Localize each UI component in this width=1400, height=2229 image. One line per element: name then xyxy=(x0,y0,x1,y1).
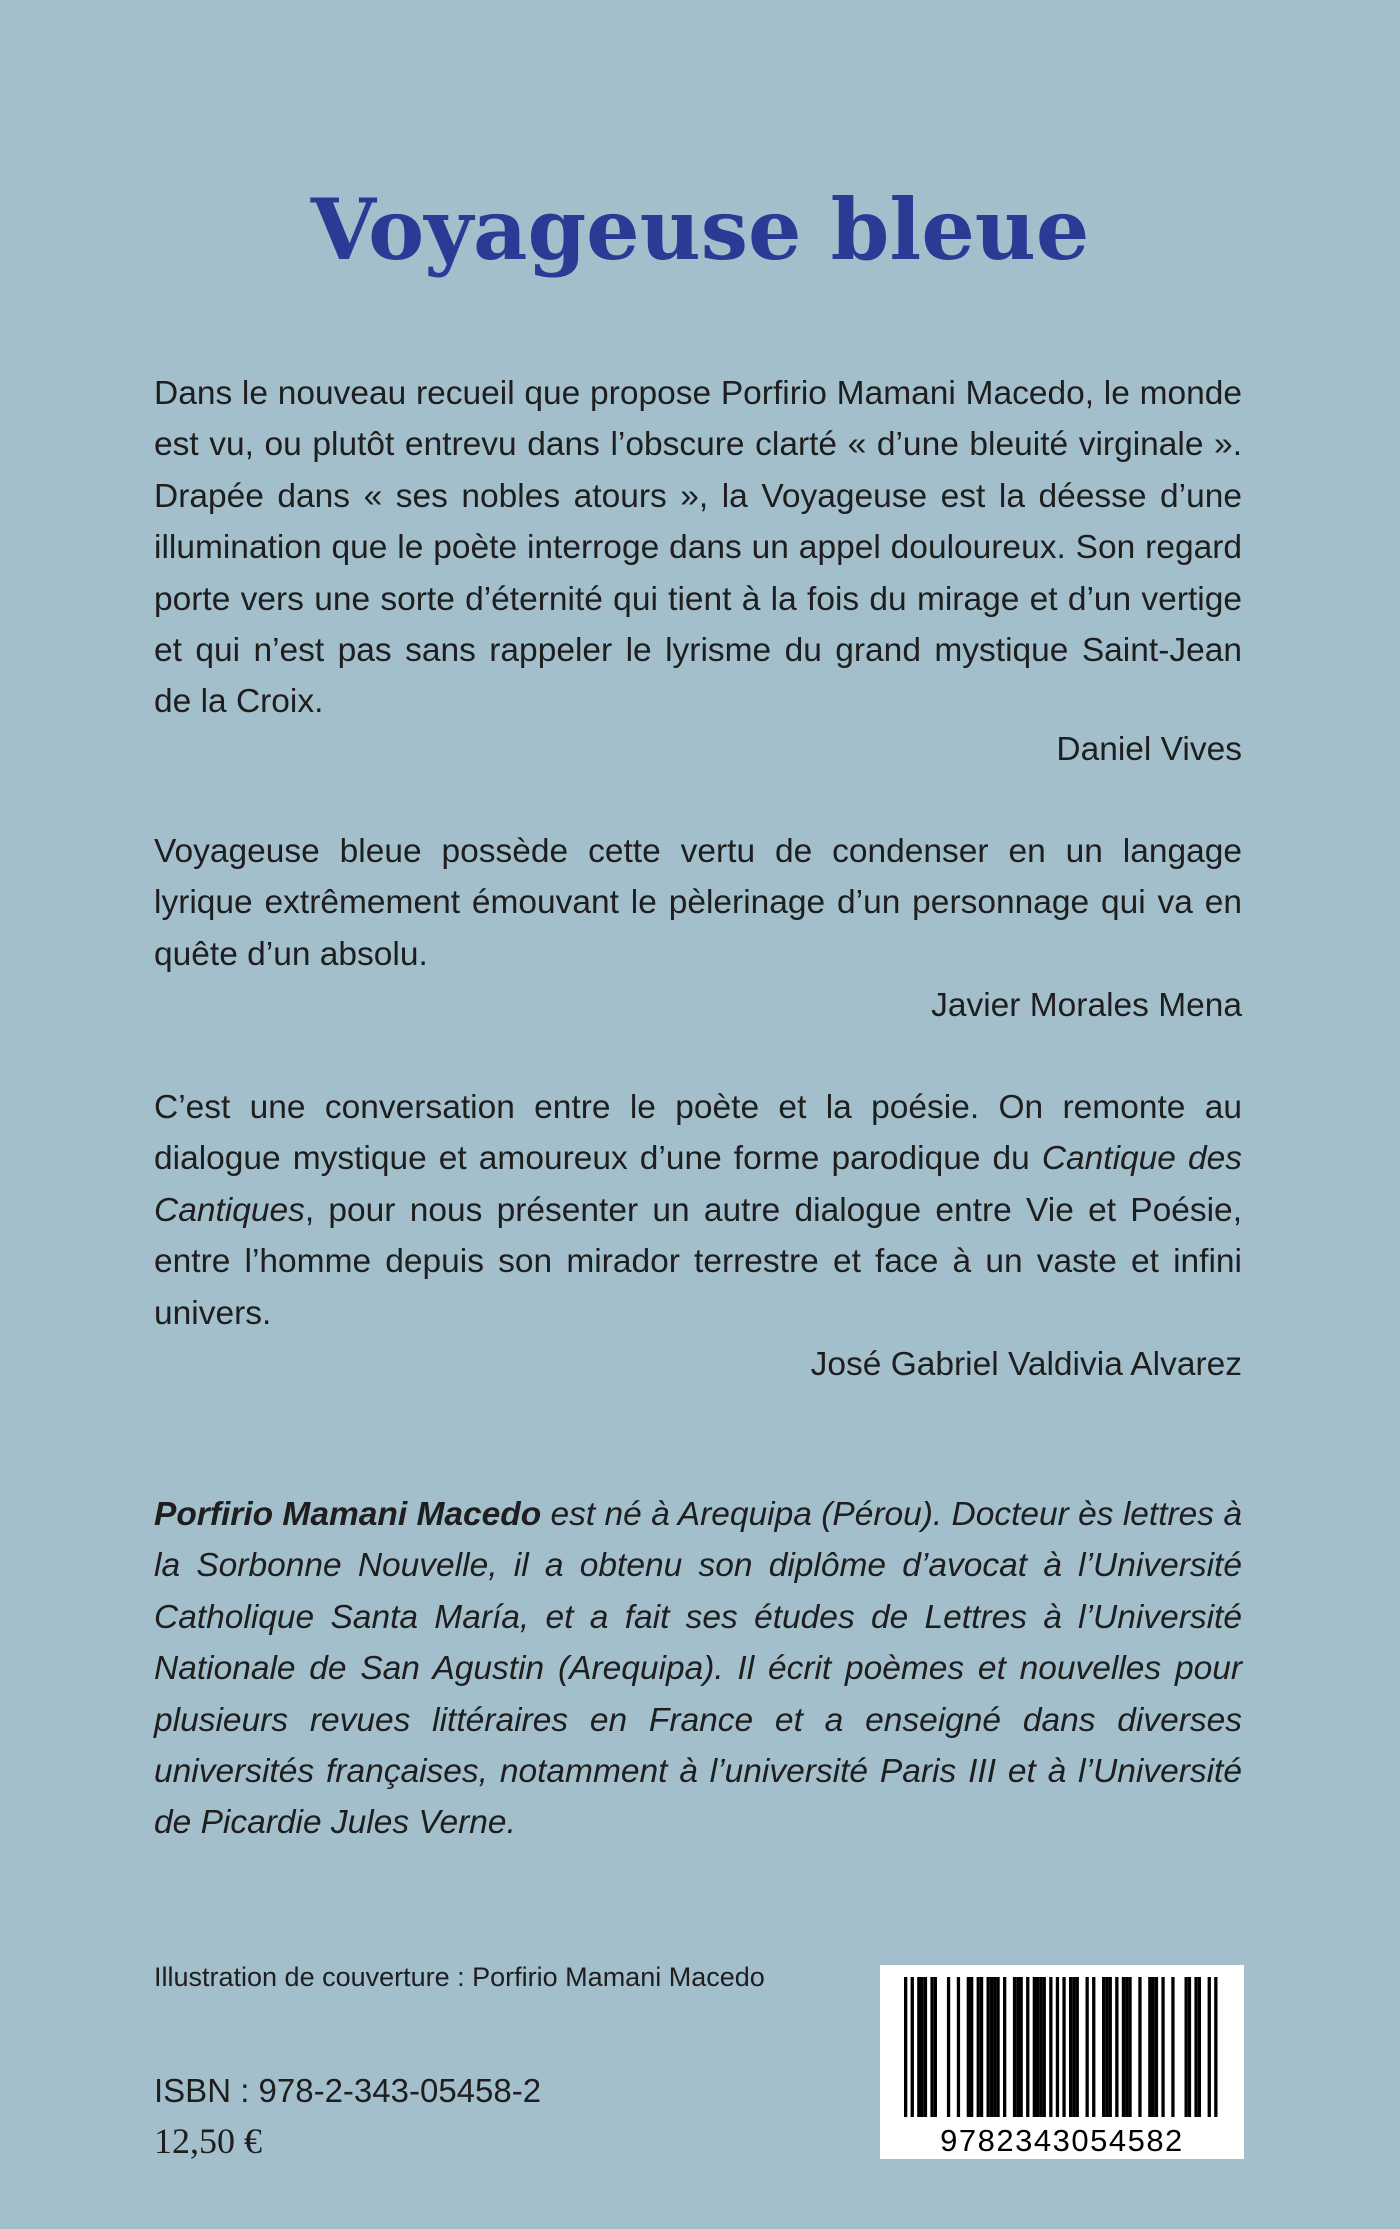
review-paragraph-3 xyxy=(154,1082,1242,1339)
barcode-bar xyxy=(990,1977,993,2117)
barcode-bar xyxy=(1155,1977,1158,2117)
barcode-bar xyxy=(1138,1977,1141,2117)
barcode-bar xyxy=(957,1977,960,2117)
barcode-bar xyxy=(1198,1977,1201,2117)
author-bio xyxy=(154,1489,1242,1849)
barcode-bar xyxy=(1115,1977,1118,2117)
review-paragraph-2 xyxy=(154,826,1242,980)
review-text-2: Voyageuse bleue possède cette vertu de condenser en un langage lyrique extrêmement émouvant le pèlerinage d’un personnage qui va en quête d’un absolu. xyxy=(154,833,1242,973)
barcode-bar xyxy=(1188,1977,1191,2117)
barcode-bar xyxy=(934,1977,937,2117)
barcode-bar xyxy=(947,1977,950,2117)
barcode-bar xyxy=(980,1977,983,2117)
barcode-bar xyxy=(1016,1977,1019,2117)
barcode-bar xyxy=(1152,1977,1155,2117)
barcode-bar xyxy=(904,1977,907,2117)
barcode-bar xyxy=(911,1977,914,2117)
review-author-2: Javier Morales Mena xyxy=(931,987,1242,1024)
barcode-bar xyxy=(1214,1977,1217,2117)
barcode-bar xyxy=(993,1977,996,2117)
barcode-bar xyxy=(1122,1977,1125,2117)
barcode-bar xyxy=(987,1977,990,2117)
review-author-1: Daniel Vives xyxy=(1056,731,1242,768)
barcode-bar xyxy=(1076,1977,1079,2117)
isbn: ISBN : 978-2-343-05458-2 xyxy=(154,2072,542,2109)
barcode-bars xyxy=(904,1977,1218,2117)
barcode-bar xyxy=(924,1977,927,2117)
barcode-bar xyxy=(970,1977,973,2117)
barcode-bar xyxy=(1086,1977,1089,2117)
review-text-3-before: C’est une conversation entre le poète et la poésie. On remonte au dialogue mystique et amoureux d’une forme parodique du xyxy=(154,1089,1242,1178)
barcode-bar xyxy=(1109,1977,1112,2117)
barcode-bar xyxy=(967,1977,970,2117)
barcode-bar xyxy=(996,1977,999,2117)
barcode-bar xyxy=(1069,1977,1072,2117)
barcode-bar xyxy=(1105,1977,1108,2117)
book-title: Voyageuse bleue xyxy=(310,180,1090,279)
barcode-bar xyxy=(1102,1977,1105,2117)
barcode-digits: 9782343054582 xyxy=(940,2123,1184,2158)
barcode-bar xyxy=(1020,1977,1023,2117)
barcode-bar xyxy=(1056,1977,1059,2117)
barcode-bar xyxy=(977,1977,980,2117)
author-bio-text: est né à Arequipa (Pérou). Docteur ès lettres à la Sorbonne Nouvelle, il a obtenu son diplôme d’avocat à l’Université Catholique Santa María, et a fait ses études de Lettres à l’Université Nationale de San Agustin (Arequipa). Il écrit poèmes et nouvelles pour plusieurs revues littéraires en France et a enseigné dans diverses universités françaises, notamment à l’université Paris III et à l’Université de Picardie Jules Verne. xyxy=(154,1496,1242,1842)
price: 12,50 € xyxy=(154,2121,262,2161)
barcode-bar xyxy=(1033,1977,1036,2117)
barcode-bar xyxy=(1171,1977,1174,2117)
barcode-bar xyxy=(1161,1977,1164,2117)
barcode-bar xyxy=(1128,1977,1131,2117)
barcode-graphic xyxy=(880,1965,1244,2159)
barcode-bar xyxy=(930,1977,933,2117)
barcode-bar xyxy=(917,1977,920,2117)
cover-illustration-credit: Illustration de couverture : Porfirio Mamani Macedo xyxy=(154,1962,765,1992)
barcode-bar xyxy=(1003,1977,1006,2117)
barcode xyxy=(880,1965,1244,2159)
barcode-bar xyxy=(1049,1977,1052,2117)
review-author-3: José Gabriel Valdivia Alvarez xyxy=(810,1346,1242,1383)
barcode-bar xyxy=(1208,1977,1211,2117)
barcode-bar xyxy=(1194,1977,1197,2117)
barcode-bar xyxy=(1026,1977,1029,2117)
barcode-bar xyxy=(1036,1977,1039,2117)
barcode-bar xyxy=(1125,1977,1128,2117)
barcode-bar xyxy=(1185,1977,1188,2117)
review-text-3-after: , pour nous présenter un autre dialogue entre Vie et Poésie, entre l’homme depuis son mirador terrestre et face à un vaste et infini univers. xyxy=(154,1191,1242,1332)
barcode-bar xyxy=(1092,1977,1095,2117)
barcode-bar xyxy=(1013,1977,1016,2117)
review-text-1: Dans le nouveau recueil que propose Porfirio Mamani Macedo, le monde est vu, ou plutôt entrevu dans l’obscure clarté « d’une bleuité virginale ». Drapée dans « ses nobles atours », la Voyageuse est la déesse d’une illumination que le poète interroge dans un appel douloureux. Son regard porte vers une sorte d’éternité qui tient à la fois du mirage et d’un vertige et qui n’est pas sans rappeler le lyrisme du grand mystique Saint-Jean de la Croix. xyxy=(154,375,1242,721)
barcode-bar xyxy=(1039,1977,1042,2117)
barcode-bar xyxy=(921,1977,924,2117)
review-paragraph-1 xyxy=(154,368,1242,728)
barcode-bar xyxy=(1148,1977,1151,2117)
review-text-3-italic: Cantique des Cantiques xyxy=(154,1140,1242,1229)
barcode-bar xyxy=(1062,1977,1065,2117)
author-bio-name: Porfirio Mamani Macedo xyxy=(154,1496,542,1533)
barcode-bar xyxy=(1043,1977,1046,2117)
barcode-bar xyxy=(1072,1977,1075,2117)
